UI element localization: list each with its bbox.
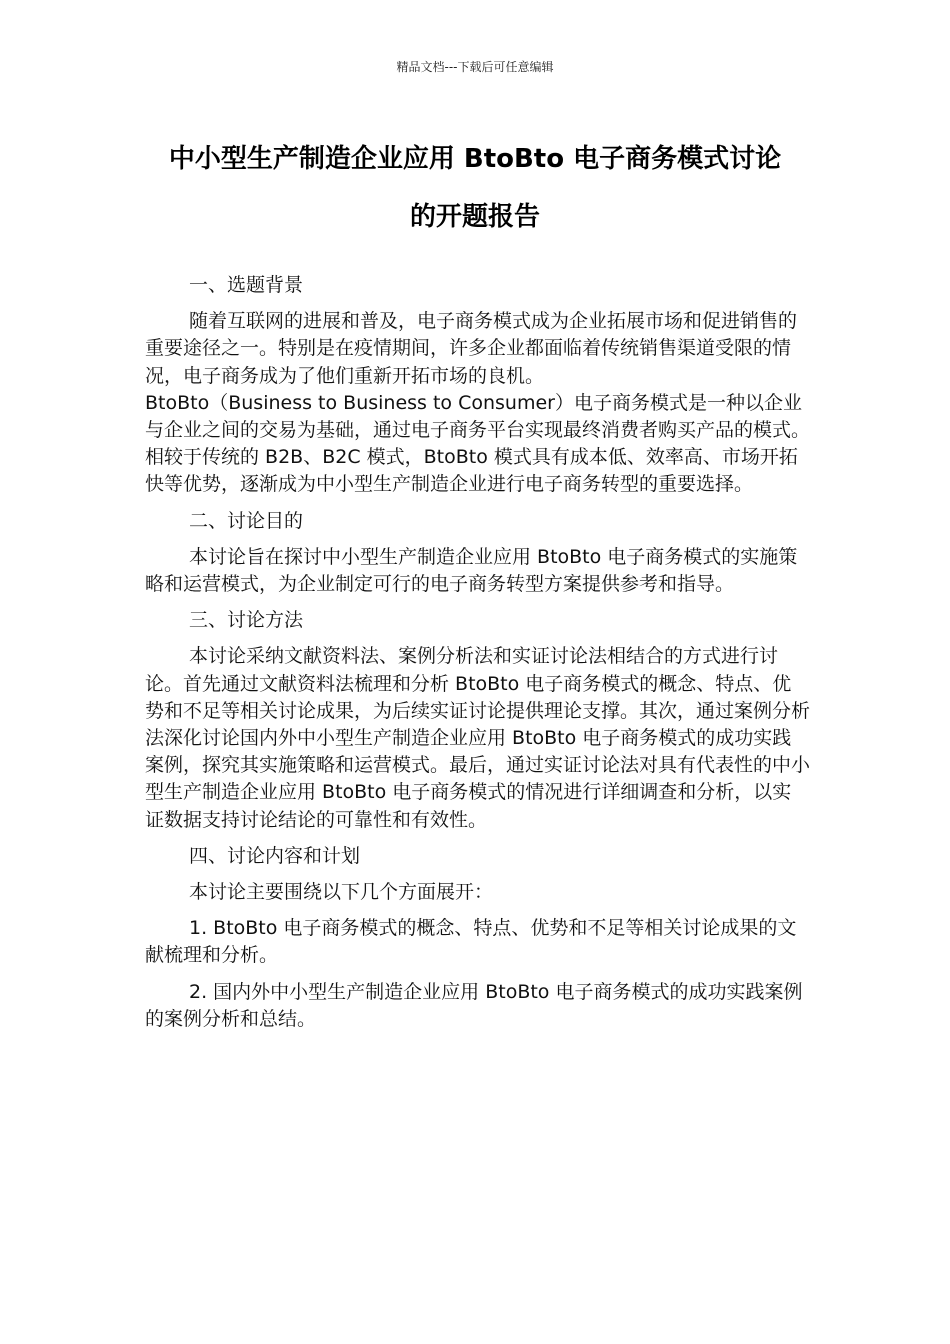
list-item-2: 2. 国内外中小型生产制造企业应用 BtoBto 电子商务模式的成功实践案例的案例分析和总结。	[145, 980, 803, 1030]
paragraph-method: 本讨论采纳文献资料法、案例分析法和实证讨论法相结合的方式进行讨论。首先通过文献资料法梳理和分析 BtoBto 电子商务模式的概念、特点、优势和不足等相关讨论成果，为后续实证讨论提供理论支撑。其次，通过案例分析法深化讨论国内外中小型生产制造企业应用 BtoBto 电子商务模式的成功实践案例，探究其实施策略和运营模式。最后，通过实证讨论法对具有代表性的中小型生产制造企业应用 BtoBto 电子商务模式的情况进行详细调查和分析，以实证数据支持讨论结论的可靠性和有效性。	[145, 645, 811, 831]
list-item-1: 1. BtoBto 电子商务模式的概念、特点、优势和不足等相关讨论成果的文献梳理和分析。	[145, 917, 797, 967]
section-heading-content-plan: 四、讨论内容和计划	[189, 844, 361, 867]
header-note: 精品文档---下载后可任意编辑	[396, 60, 554, 74]
document-title-line2: 的开题报告	[409, 202, 540, 232]
paragraph-background-1: 随着互联网的进展和普及，电子商务模式成为企业拓展市场和促进销售的重要途径之一。特别是在疫情期间，许多企业都面临着传统销售渠道受限的情况，电子商务成为了他们重新开拓市场的良机。	[145, 310, 798, 387]
section-heading-method: 三、讨论方法	[189, 609, 304, 632]
document-title-line1: 中小型生产制造企业应用 BtoBto 电子商务模式讨论	[168, 144, 782, 174]
section-heading-background: 一、选题背景	[189, 274, 304, 296]
paragraph-content-intro: 本讨论主要围绕以下几个方面展开：	[189, 881, 494, 904]
paragraph-background-2: BtoBto（Business to Business to Consumer）电子商务模式是一种以企业与企业之间的交易为基础，通过电子商务平台实现最终消费者购买产品的模式。相较于传统的 B2B、B2C 模式，BtoBto 模式具有成本低、效率高、市场开拓快等优势，逐渐成为中小型生产制造企业进行电子商务转型的重要选择。	[145, 391, 811, 496]
document-body	[145, 272, 810, 1042]
section-heading-purpose: 二、讨论目的	[189, 509, 304, 532]
paragraph-purpose: 本讨论旨在探讨中小型生产制造企业应用 BtoBto 电子商务模式的实施策略和运营模式，为企业制定可行的电子商务转型方案提供参考和指导。	[145, 545, 798, 596]
